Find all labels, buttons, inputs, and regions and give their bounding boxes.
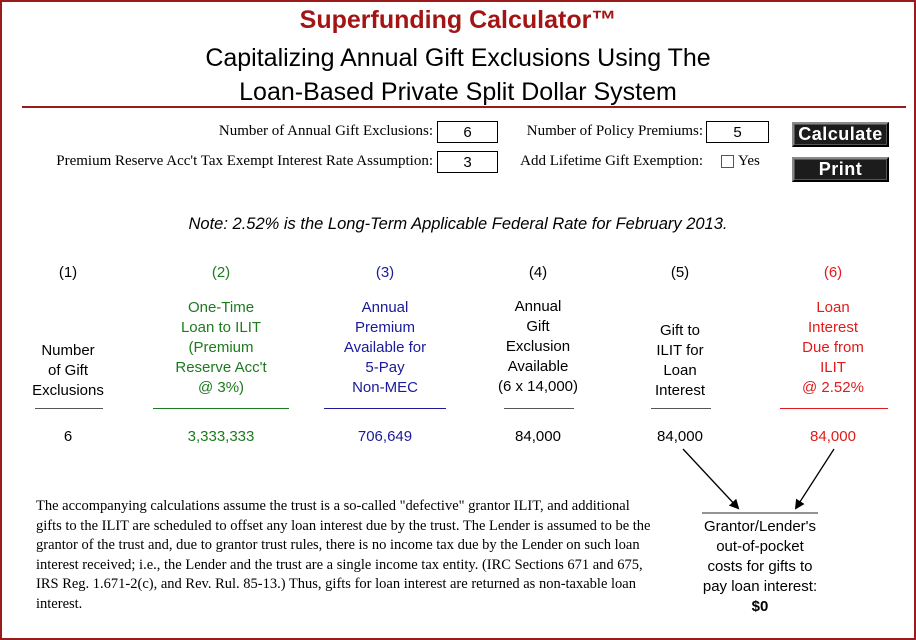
out-of-pocket-box: Grantor/Lender's out-of-pocket costs for gifts to pay loan interest: $0 <box>680 517 840 617</box>
out-of-pocket-value: $0 <box>751 598 769 615</box>
col-3-number: (3) <box>375 264 395 281</box>
col-5-value: 84,000 <box>657 428 703 445</box>
policy-premiums-label: Number of Policy Premiums: <box>526 123 703 139</box>
policy-premiums-input[interactable]: 5 <box>706 121 769 143</box>
col-4-number: (4) <box>528 264 548 281</box>
col-4-value: 84,000 <box>515 428 561 445</box>
col-5-header: Gift to ILIT for Loan Interest <box>654 322 706 399</box>
subtitle-line-2: Loan-Based Private Split Dollar System <box>239 78 677 106</box>
afr-note: Note: 2.52% is the Long-Term Applicable Federal Rate for February 2013. <box>188 215 728 233</box>
col-2-number: (2) <box>211 264 231 281</box>
calculate-button[interactable]: Calculate <box>792 122 889 147</box>
print-button[interactable]: Print <box>792 157 889 182</box>
lifetime-gift-option-label: Yes <box>738 153 760 169</box>
col-1-number: (1) <box>58 264 78 281</box>
subtitle-line-1: Capitalizing Annual Gift Exclusions Using The <box>205 44 711 72</box>
col-5-number: (5) <box>670 264 690 281</box>
col-6-value: 84,000 <box>810 428 856 445</box>
lifetime-gift-label: Add Lifetime Gift Exemption: <box>520 153 703 169</box>
col-3-value: 706,649 <box>357 428 413 445</box>
interest-rate-input[interactable]: 3 <box>437 151 498 173</box>
col-4-header: Annual Gift Exclusion Available (6 x 14,000) <box>497 298 579 395</box>
arrow-from-col-5 <box>683 449 738 508</box>
col-1-value: 6 <box>63 428 73 445</box>
gift-exclusions-input[interactable]: 6 <box>437 121 498 143</box>
explanation-text: The accompanying calculations assume the trust is a so-called "defective" grantor ILIT, and additional gifts to the ILIT are scheduled to offset any loan interest due by the trust. The Lender is assumed to be the grantor of the trust and, due to grantor trust rules, there is no income tax due by the Lender on such loan interest received; i.e., the Lender and the trust are a single income tax entity. (IRC Sections 671 and 675, IRS Reg. 1.671-2(c), and Rev. Rul. 85-13.) Thus, gifts for loan interest are returned as non-taxable loan interest. <box>36 498 651 612</box>
col-6-header: Loan Interest Due from ILIT @ 2.52% <box>802 299 864 396</box>
col-1-header: Number of Gift Exclusions <box>32 342 104 399</box>
page-title: Superfunding Calculator™ <box>299 6 617 34</box>
col-6-number: (6) <box>823 264 843 281</box>
gift-exclusions-label: Number of Annual Gift Exclusions: <box>218 123 433 139</box>
col-3-header: Annual Premium Available for 5-Pay Non-MEC <box>343 299 427 396</box>
col-2-header: One-Time Loan to ILIT (Premium Reserve Acc't @ 3%) <box>175 299 267 396</box>
interest-rate-label: Premium Reserve Acc't Tax Exempt Interest Rate Assumption: <box>56 153 433 169</box>
arrow-from-col-6 <box>796 449 834 508</box>
col-2-value: 3,333,333 <box>187 428 255 445</box>
